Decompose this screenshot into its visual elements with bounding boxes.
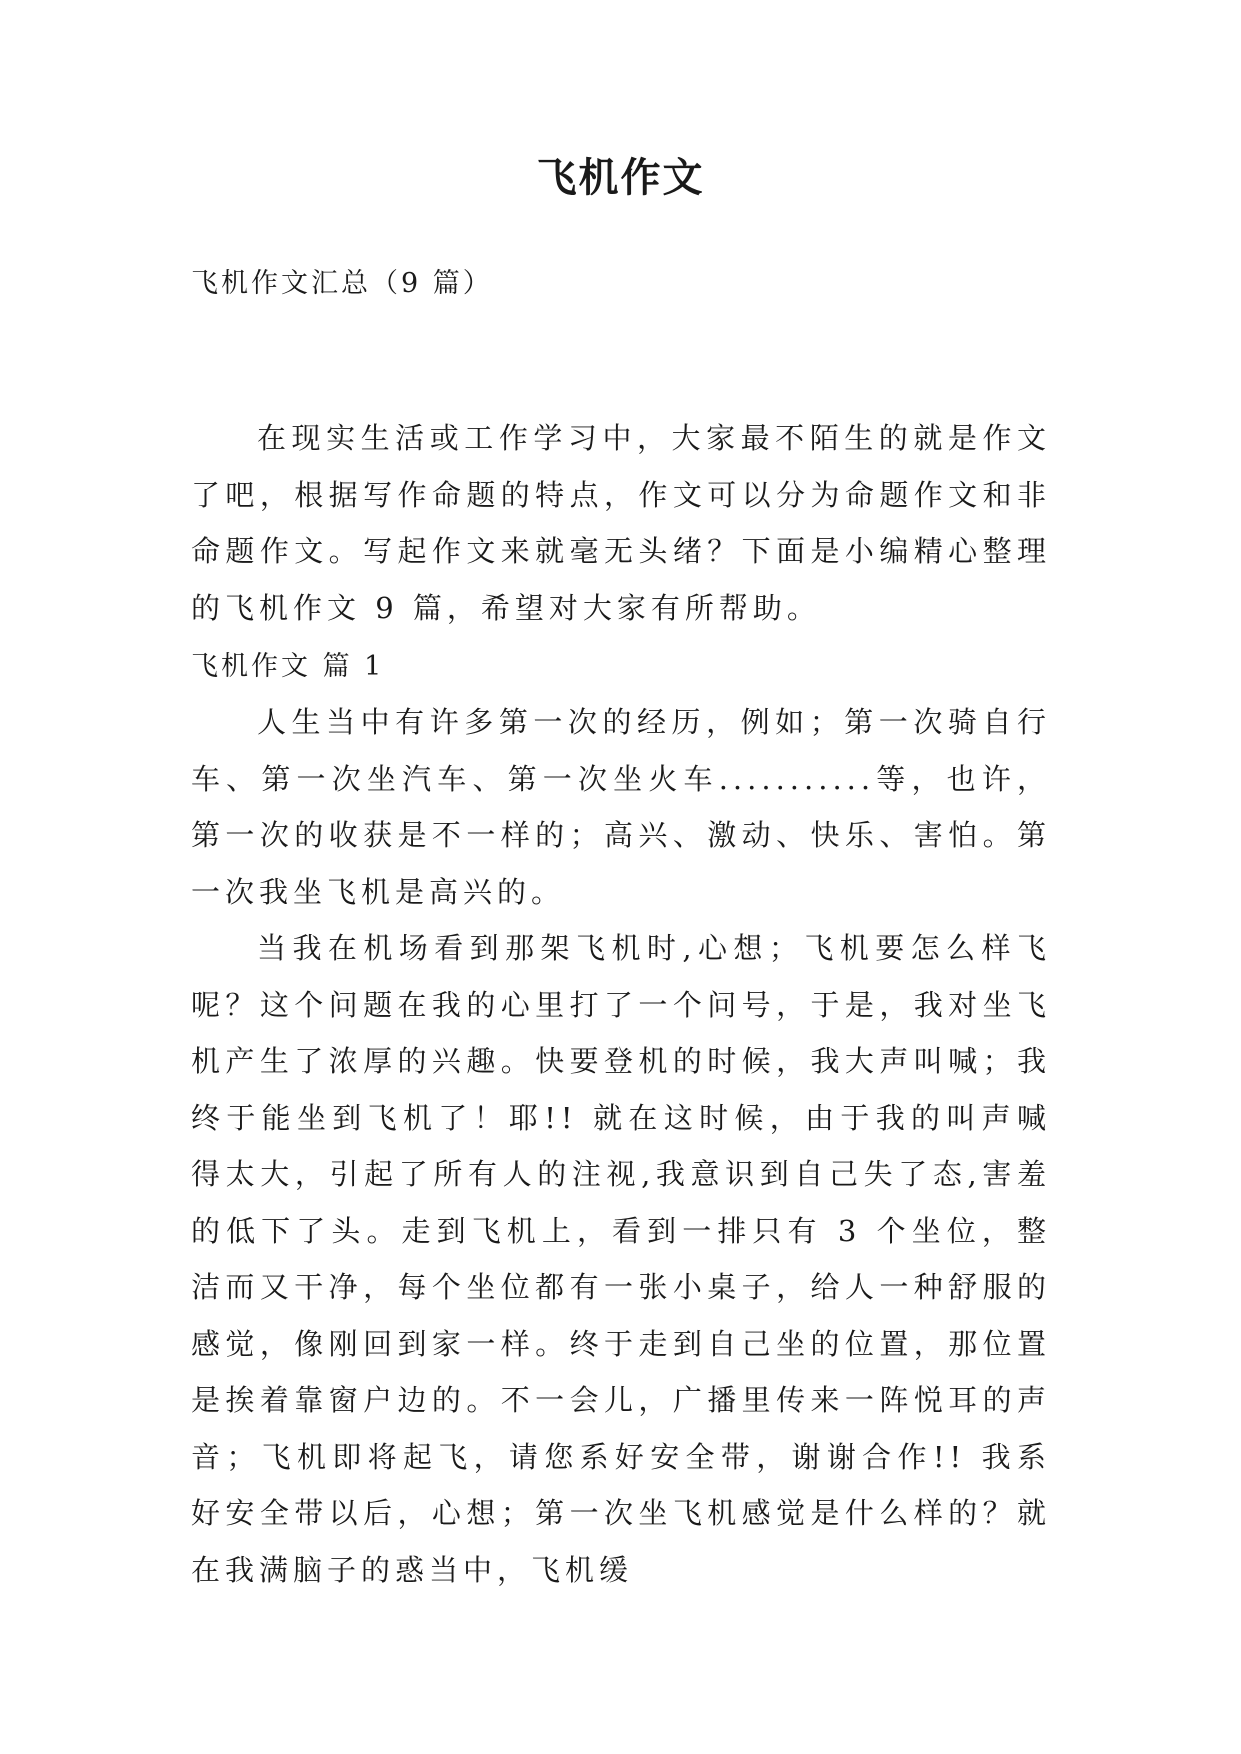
document-subtitle: 飞机作文汇总（9 篇） — [191, 268, 493, 299]
section-heading: 飞机作文 篇 1 — [191, 651, 385, 682]
body-paragraph: 当我在机场看到那架飞机时,心想；飞机要怎么样飞呢？这个问题在我的心里打了一个问号，于是，我对坐飞机产生了浓厚的兴趣。快要登机的时候，我大声叫喊；我终于能坐到飞机了！耶!! 就在这时候，由于我的叫声喊得太大，引起了所有人的注视,我意识到自己失了态,害羞的低下了头。走到飞机上，看到一排只有 3 个坐位，整洁而又干净，每个坐位都有一张小桌子，给人一种舒服的感觉，像刚回到家一样。终于走到自己坐的位置，那位置是挨着靠窗户边的。不一会儿，广播里传来一阵悦耳的声音；飞机即将起飞，请您系好安全带，谢谢合作!! 我系好安全带以后，心想；第一次坐飞机感觉是什么样的？就在我满脑子的惑当中，飞机缓 — [191, 931, 1051, 1587]
document-body — [191, 410, 1051, 1598]
body-paragraph: 人生当中有许多第一次的经历，例如；第一次骑自行车、第一次坐汽车、第一次坐火车...........等，也许，第一次的收获是不一样的；高兴、激动、快乐、害怕。第一次我坐飞机是高兴的。 — [191, 705, 1051, 909]
document-title: 飞机作文 — [536, 155, 705, 201]
intro-paragraph: 在现实生活或工作学习中，大家最不陌生的就是作文了吧，根据写作命题的特点，作文可以分为命题作文和非命题作文。写起作文来就毫无头绪？下面是小编精心整理的飞机作文 9 篇，希望对大家有所帮助。 — [191, 421, 1051, 625]
